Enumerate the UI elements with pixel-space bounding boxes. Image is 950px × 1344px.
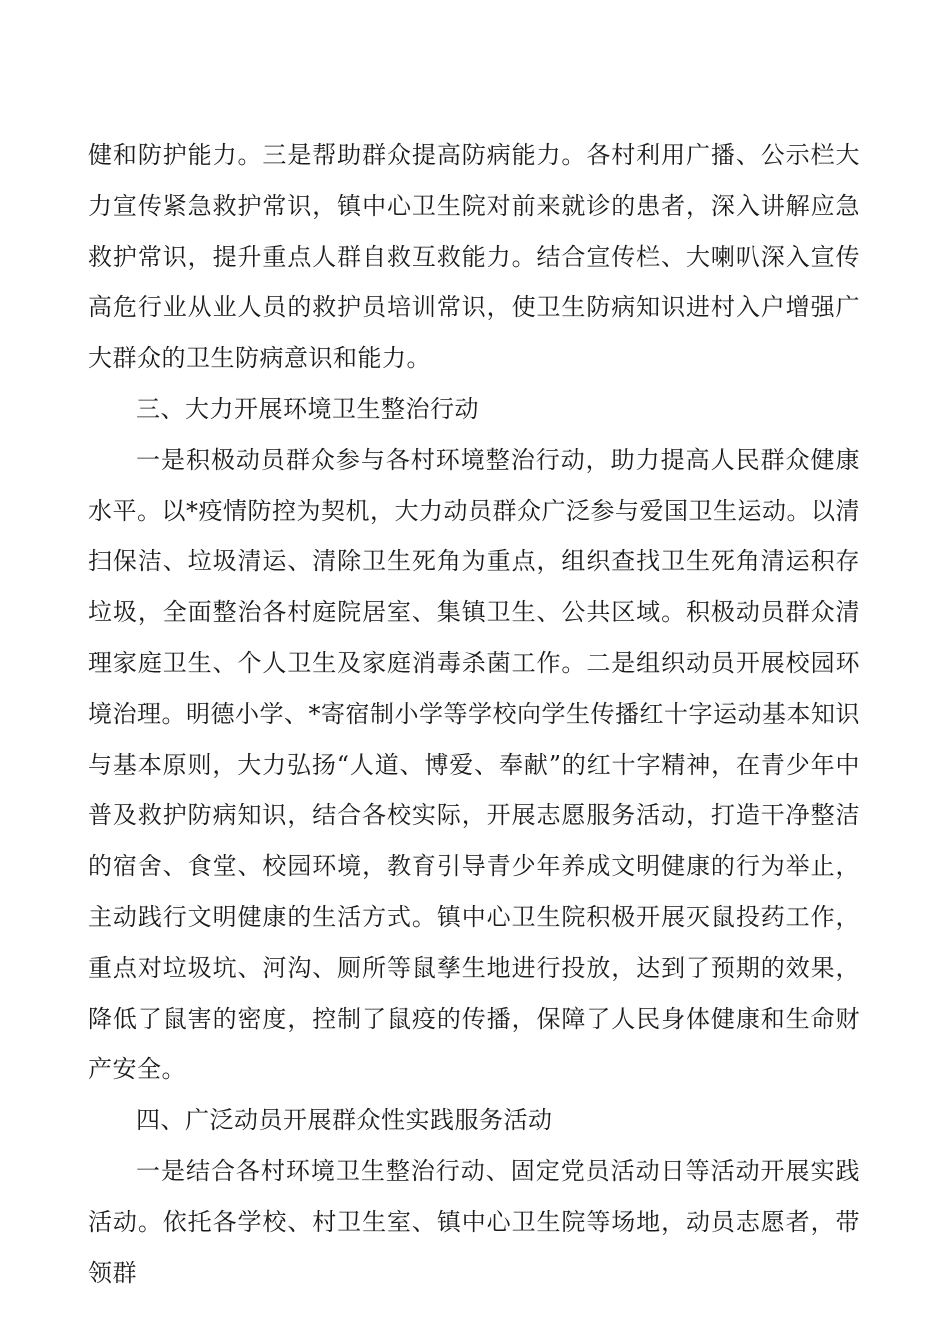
paragraph-practice-activities: 一是结合各村环境卫生整治行动、固定党员活动日等活动开展实践活动。依托各学校、村卫生室、镇中心卫生院等场地，动员志愿者，带领群: [88, 1156, 860, 1287]
document-body: [88, 130, 860, 1298]
section-heading-four: 四、广泛动员开展群众性实践服务活动: [136, 1106, 553, 1135]
paragraph-continuation: 健和防护能力。三是帮助群众提高防病能力。各村利用广播、公示栏大力宣传紧急救护常识，镇中心卫生院对前来就诊的患者，深入讲解应急救护常识，提升重点人群自救互救能力。结合宣传栏、大喇叭深入宣传高危行业从业人员的救护员培训常识，使卫生防病知识进村入户增强广大群众的卫生防病意识和能力。: [88, 141, 860, 373]
paragraph-environment-rectification: 一是积极动员群众参与各村环境整治行动，助力提高人民群众健康水平。以*疫情防控为契机，大力动员群众广泛参与爱国卫生运动。以清扫保洁、垃圾清运、清除卫生死角为重点，组织查找卫生死角清运积存垃圾，全面整治各村庭院居室、集镇卫生、公共区域。积极动员群众清理家庭卫生、个人卫生及家庭消毒杀菌工作。二是组织动员开展校园环境治理。明德小学、*寄宿制小学等学校向学生传播红十字运动基本知识与基本原则，大力弘扬“人道、博爱、奉献”的红十字精神，在青少年中普及救护防病知识，结合各校实际，开展志愿服务活动，打造干净整洁的宿舍、食堂、校园环境，教育引导青少年养成文明健康的行为举止，主动践行文明健康的生活方式。镇中心卫生院积极开展灭鼠投药工作，重点对垃圾坑、河沟、厕所等鼠孳生地进行投放，达到了预期的效果，降低了鼠害的密度，控制了鼠疫的传播，保障了人民身体健康和生命财产安全。: [88, 445, 860, 1084]
section-heading-three: 三、大力开展环境卫生整治行动: [136, 394, 479, 423]
